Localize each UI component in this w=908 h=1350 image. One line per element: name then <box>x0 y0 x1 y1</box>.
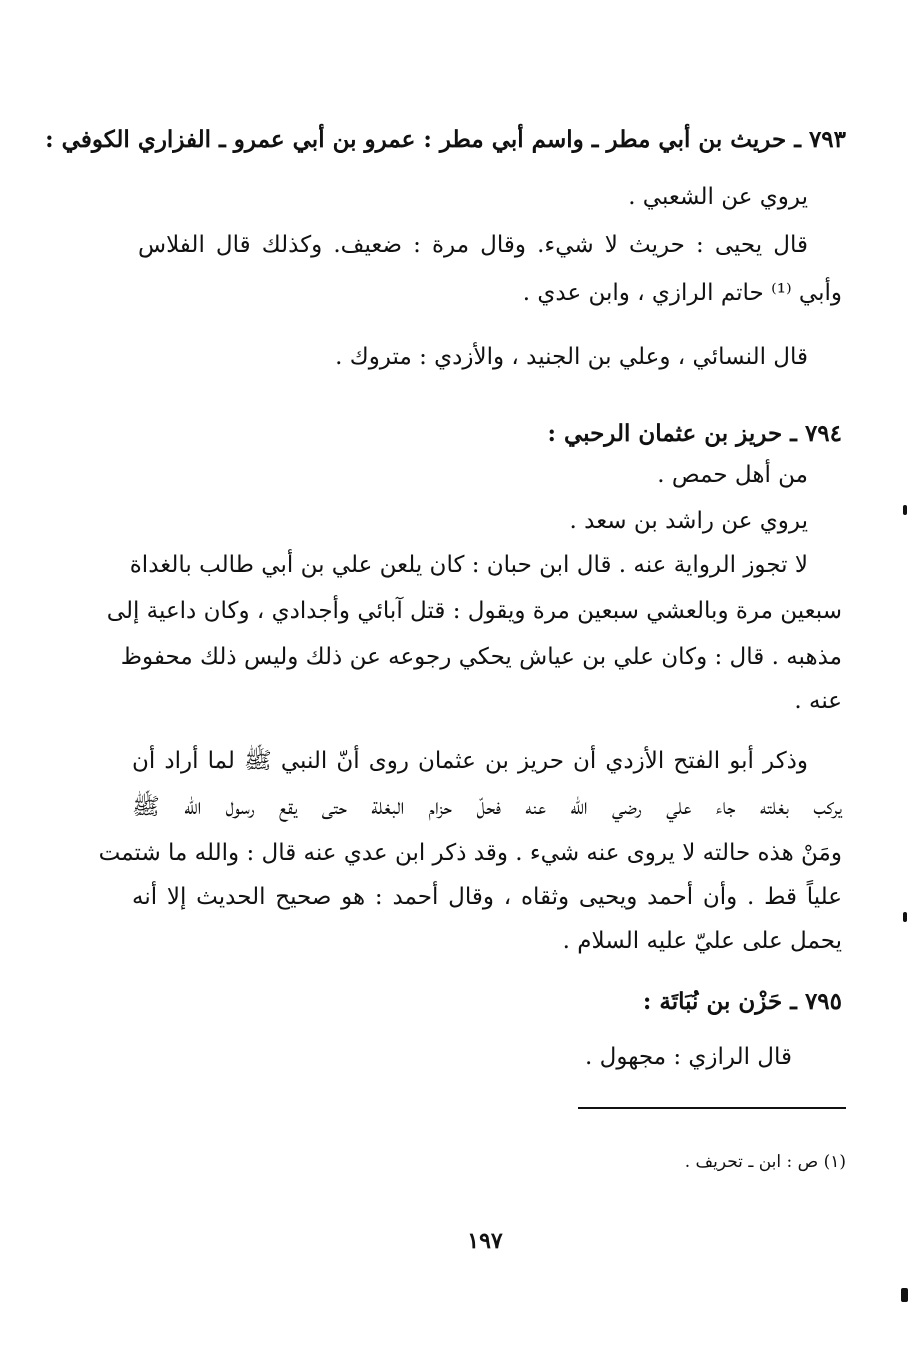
scan-mark <box>903 912 907 922</box>
entry-794-line-10: علياً قط . وأن أحمد ويحيى وثقاه ، وقال أحمد : هو صحيح الحديث إلا أنه <box>132 884 842 910</box>
entry-795-line-1: قال الرازي : مجهول . <box>585 1044 792 1070</box>
entry-794-line-7: وذكر أبو الفتح الأزدي أن حريز بن عثمان روى أنّ النبي ﷺ لما أراد أن <box>132 748 808 774</box>
page-number: ١٩٧ <box>467 1228 503 1254</box>
entry-793-line-3: وأبي ⁽¹⁾ حاتم الرازي ، وابن عدي . <box>522 280 842 306</box>
entry-793-line-4: قال النسائي ، وعلي بن الجنيد ، والأزدي : متروك . <box>335 344 808 370</box>
entry-793-heading: ٧٩٣ ـ حريث بن أبي مطر ـ واسم أبي مطر : عمرو بن أبي عمرو ـ الفزاري الكوفي : <box>45 126 846 153</box>
entry-794-heading: ٧٩٤ ـ حريز بن عثمان الرحبي : <box>547 420 842 447</box>
footnote-separator <box>578 1107 846 1109</box>
entry-794-line-3: لا تجوز الرواية عنه . قال ابن حبان : كان يلعن علي بن أبي طالب بالغداة <box>129 552 808 578</box>
entry-794-line-8: يركب بغلته جاء علي رضي الله عنه فحلّ حزام البغلة حتى يقع رسول الله ﷺ <box>132 794 842 820</box>
entry-794-line-6: عنه . <box>794 688 842 714</box>
entry-794-line-4: سبعين مرة وبالعشي سبعين مرة ويقول : قتل آبائي وأجدادي ، وكان داعية إلى <box>106 598 842 624</box>
footnote: (١) ص : ابن ـ تحريف . <box>684 1152 846 1172</box>
entry-794-line-1: من أهل حمص . <box>657 462 808 488</box>
scan-mark <box>901 1288 908 1302</box>
entry-793-line-1: يروي عن الشعبي . <box>628 184 808 210</box>
entry-793-line-2: قال يحيى : حريث لا شيء. وقال مرة : ضعيف. وكذلك قال الفلاس <box>138 232 808 258</box>
entry-794-line-9: ومَنْ هذه حالته لا يروى عنه شيء . وقد ذكر ابن عدي عنه قال : والله ما شتمت <box>98 840 842 866</box>
scan-mark <box>903 505 907 515</box>
entry-794-line-5: مذهبه . قال : وكان علي بن عياش يحكي رجوعه عن ذلك وليس ذلك محفوظ <box>120 644 842 670</box>
entry-794-line-11: يحمل على عليّ عليه السلام . <box>562 928 842 954</box>
entry-795-heading: ٧٩٥ ـ حَزْن بن نُبَاتَة : <box>642 988 842 1015</box>
entry-794-line-2: يروي عن راشد بن سعد . <box>569 508 808 534</box>
